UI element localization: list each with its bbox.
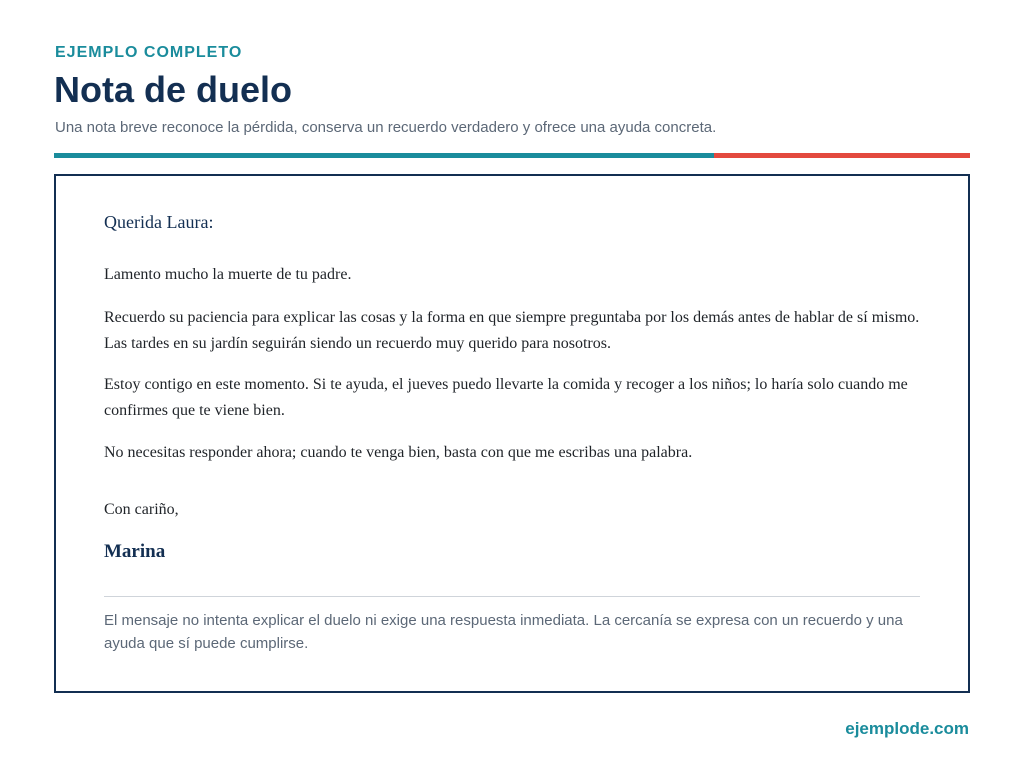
letter-paragraph: No necesitas responder ahora; cuando te venga bien, basta con que me escribas una palabra. <box>104 444 693 461</box>
letter-card <box>54 174 970 693</box>
accent-rule-teal <box>54 153 714 158</box>
footer-brand-link[interactable]: ejemplode.com <box>845 719 969 738</box>
eyebrow-label: EJEMPLO COMPLETO <box>55 44 243 61</box>
letter-paragraph: Recuerdo su paciencia para explicar las cosas y la forma en que siempre preguntaba por los demás antes de hablar de sí mismo. Las tardes en su jardín seguirán siendo un recuerdo muy querido para nosotros. <box>104 309 920 352</box>
accent-rule <box>54 153 970 158</box>
note-divider <box>104 596 920 597</box>
letter-closing: Con cariño, <box>104 501 179 518</box>
letter-paragraph: Lamento mucho la muerte de tu padre. <box>104 266 352 283</box>
letter-paragraph: Estoy contigo en este momento. Si te ayuda, el jueves puedo llevarte la comida y recoger a los niños; lo haría solo cuando me confirmes que te viene bien. <box>104 376 908 419</box>
page-subtitle: Una nota breve reconoce la pérdida, conserva un recuerdo verdadero y ofrece una ayuda concreta. <box>55 119 717 136</box>
page-title: Nota de duelo <box>54 69 293 110</box>
accent-rule-red <box>714 153 970 158</box>
letter-signature: Marina <box>104 541 166 562</box>
explanatory-note: El mensaje no intenta explicar el duelo ni exige una respuesta inmediata. La cercanía se expresa con un recuerdo y una ayuda que sí puede cumplirse. <box>104 612 903 652</box>
letter-greeting: Querida Laura: <box>104 212 214 232</box>
